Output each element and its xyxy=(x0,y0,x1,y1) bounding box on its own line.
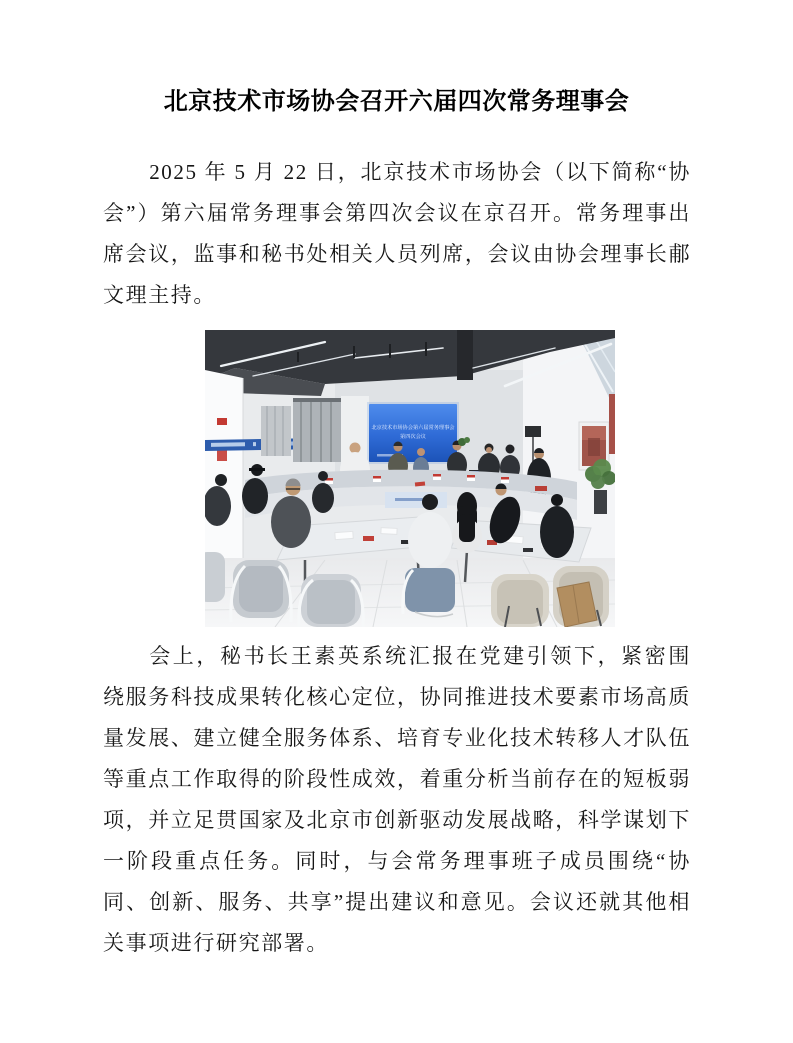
meeting-room-illustration xyxy=(205,330,615,627)
screen-title-line2: 第四次会议 xyxy=(400,434,426,440)
projection-screen xyxy=(367,402,459,464)
blue-chair xyxy=(405,568,455,612)
paragraph-report: 会上，秘书长王素英系统汇报在党建引领下，紧密围绕服务科技成果转化核心定位，协同推进技术要素市场高质量发展、建立健全服务体系、培育专业化技术转移人才队伍等重点工作取得的阶段性成效，着重分析当前存在的短板弱项，并立足贯国家及北京市创新驱动发展战略，科学谋划下一阶段重点任务。同时，与会常务理事班子成员围绕“协同、创新、服务、共享”提出建议和意见。会议还就其他相关事项进行研究部署。 xyxy=(103,644,691,955)
screen-title-line1: 北京技术市场协会第六届常务理事会 xyxy=(371,425,455,431)
ceiling-column xyxy=(457,330,473,380)
paragraph-intro: 2025 年 5 月 22 日，北京技术市场协会（以下简称“协会”）第六届常务理事会第四次会议在京召开。常务理事出席会议，监事和秘书处相关人员列席，会议由协会理事长郙文理主持。 xyxy=(103,160,691,307)
document-title: 北京技术市场协会召开六届四次常务理事会 xyxy=(163,89,630,115)
meeting-photo xyxy=(205,330,615,627)
red-sign xyxy=(217,418,227,425)
camera-monitor xyxy=(525,426,541,437)
artwork-edge xyxy=(609,394,615,454)
